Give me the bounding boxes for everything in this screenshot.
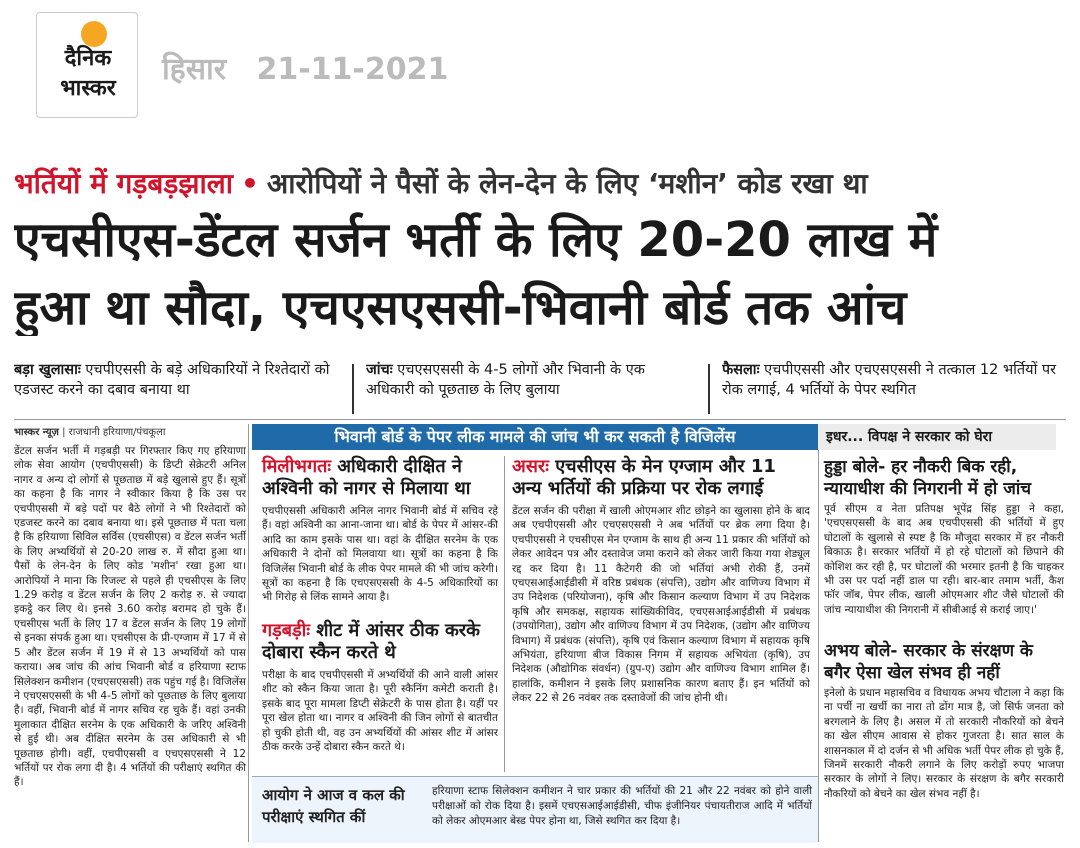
highlight-disclosure-label: बड़ा खुलासाः bbox=[14, 362, 81, 378]
strip-divider bbox=[352, 364, 354, 414]
byline-location: | राजधानी हरियाणा/पंचकूला bbox=[62, 427, 166, 438]
highlight-investigation-label: जांचः bbox=[366, 362, 393, 378]
kicker-label: भर्तियों में गड़बड़झाला bbox=[14, 167, 233, 200]
logo-text-line2: भास्कर bbox=[60, 76, 116, 101]
column-divider bbox=[248, 424, 249, 842]
edition-info bbox=[162, 52, 468, 88]
box-bottom-text: हरियाणा स्टाफ सिलेक्शन कमीशन ने चार प्रकार की भर्तियों की 21 और 22 नवंबर को होने वाली परीक्षाओं को रोक दिया है। इसमें एचएसआईआईडीसी, चीफ इंजीनियर पंचायतीराज आदि में भर्तियों को लेकर ओएमआर बेस्ड पेपर होना था, जिसे स्थगित कर दिया है। bbox=[432, 785, 812, 827]
main-headline-line2: हुआ था सौदा, एचएसएससी-भिवानी बोर्ड तक आंच bbox=[14, 280, 907, 336]
kicker-bullet: • bbox=[241, 167, 259, 200]
subhead-collusion bbox=[262, 456, 498, 500]
highlight-investigation-text: एचएसएससी के 4-5 लोगों और भिवानी के एक अधिकारी को पूछताछ के लिए बुलाया bbox=[366, 362, 645, 398]
subhead-collusion-text: अधिकारी दीक्षित ने अश्विनी को नागर से मिलाया था bbox=[262, 456, 471, 499]
side-section-tag: इधर... विपक्ष ने सरकार को घेरा bbox=[818, 424, 1056, 450]
byline-source: भास्कर न्यूज़ bbox=[14, 427, 59, 438]
headline-kicker bbox=[14, 166, 1074, 202]
highlight-disclosure-text: एचपीएससी के बड़े अधिकारियों ने रिश्तेदारों को एडजस्ट करने का दबाव बनाया था bbox=[14, 362, 330, 398]
strip-bottom-rule bbox=[14, 419, 1066, 420]
column-divider bbox=[818, 424, 819, 842]
kicker-text: आरोपियों ने पैसों के लेन-देन के लिए ‘मशीन’ कोड रखा था bbox=[266, 167, 868, 200]
highlight-investigation bbox=[366, 360, 696, 416]
article-body-collusion: एचपीएससी अधिकारी अनिल नागर भिवानी बोर्ड में सचिव रहे हैं। वहां अश्विनी का आना-जाना था। बोर्ड के पेपर में आंसर-की आदि का काम इसके पास था। वहां के दीक्षित सरनेम के एक अधिकारी ने दोनों को मिलवाया था। सूत्रों का कहना है कि विजिलेंस भिवानी बोर्ड के लीक पेपर मामले की भी जांच करेगी। सूत्रों का कहना है कि एचएसएससी के 4-5 अधिकारियों का भी गिरोह से लिंक सामने आया है। bbox=[262, 505, 498, 604]
edition-date: 21-11-2021 bbox=[256, 52, 449, 87]
subhead-abhay: अभय बोले- सरकार के संरक्षण के बगैर ऐसा खेल संभव ही नहीं bbox=[824, 641, 1033, 683]
subhead-impact-text: एचसीएस के मेन एग्जाम और 11 अन्य भर्तियों की प्रक्रिया पर रोक लगाई bbox=[512, 456, 776, 499]
sun-logo-icon bbox=[81, 21, 107, 47]
subhead-irregularity-text: शीट में आंसर ठीक करके दोबारा स्कैन करते थे bbox=[262, 620, 480, 663]
subhead-collusion-label: मिलीभगतः bbox=[262, 456, 331, 477]
box-bottom-title: आयोग ने आज व कल की परीक्षाएं स्थगित कीं bbox=[262, 786, 405, 826]
strip-divider bbox=[708, 364, 710, 414]
article-body-irregularity: परीक्षा के बाद एचपीएससी में अभ्यर्थियों की आने वाली आंसर शीट को स्कैन किया जाता है। पूरी स्कैनिंग कमेटी कराती है। इसके बाद पूरा मामला डिप्टी सेक्रेटरी के पास होता है। यहीं पर पूरा खेल होता था। नागर व अश्विनी की जिन लोगों से बातचीत हो चुकी होती थी, वह उन अभ्यर्थियों की आंसर शीट में आंसर ठीक करके उन्हें दोबारा स्कैन करते थे। bbox=[262, 669, 498, 754]
highlight-decision bbox=[722, 360, 1062, 416]
main-headline-line1: एचसीएस-डेंटल सर्जन भर्ती के लिए 20-20 लाख में bbox=[14, 212, 938, 268]
subhead-irregularity bbox=[262, 620, 498, 664]
article-body-hooda: पूर्व सीएम व नेता प्रतिपक्ष भूपेंद्र सिंह हुड्डा ने कहा, 'एचएसएससी के बाद अब एचपीएससी की भर्तियों में हुए घोटालों के खुलासे से स्पष्ट है कि मौजूदा सरकार में हर नौकरी बिकाऊ है। सरकार भर्तियों में हो रहे घोटालों को छिपाने की कोशिश कर रही है, पर घोटालों की भरमार इतनी है कि चाहकर भी उस पर पर्दा नहीं डाल पा रही। बार-बार तमाम भर्ती, कैश फॉर जॉब, पेपर लीक, खाली ओएमआर शीट जैसे घोटालों की जांच न्यायाधीश की निगरानी में सीबीआई से कराई जाए।' bbox=[824, 503, 1064, 616]
byline bbox=[14, 424, 244, 438]
column-divider bbox=[504, 456, 505, 772]
article-body-impact: डेंटल सर्जन की परीक्षा में खाली ओएमआर शीट छोड़ने का खुलासा होने के बाद अब एचपीएससी और एचएसएससी ने अब भर्तियों पर ब्रेक लगा दिया है। एचपीएससी ने एचसीएस मेन एग्जाम के साथ ही अन्य 11 प्रकार की भर्तियों को लेकर आवेदन पत्र और दस्तावेज जमा कराने को लेकर जारी किया गया शेड्यूल रद्द कर दिया है। 11 कैटेगरी की जो भर्तियां अभी रोकी हैं, उनमें एचएसआईआईडीसी में वरिष्ठ प्रबंधक (संपत्ति), उद्योग और वाणिज्य विभाग में उप निदेशक (परियोजना), कृषि और किसान कल्याण विभाग में उप निदेशक कृषि और समकक्ष, सहायक सांख्यिकीविद, एचएसआईआईडीसी में प्रबंधक (उपयोगिता), उद्योग और वाणिज्य विभाग में उप निदेशक, (उद्योग और वाणिज्य विभाग) में प्रबंधक (संपत्ति), कृषि एवं किसान कल्याण विभाग में सहायक कृषि अभियंता, हरियाणा बीज विकास निगम में सहायक अभियंता (कृषि), उप निदेशक (औद्योगिक संवर्धन) (ग्रुप-ए) उद्योग और वाणिज्य विभाग शामिल हैं। हालांकि, कमीशन ने इसके लिए प्रशासनिक कारण बताए हैं। इन भर्तियों को लेकर 22 से 26 नवंबर तक दस्तावेजों की जांच होनी थी। bbox=[512, 505, 810, 705]
subhead-irregularity-label: गड़बड़ीः bbox=[262, 620, 310, 641]
newspaper-logo bbox=[36, 12, 138, 118]
article-body-main: डेंटल सर्जन भर्ती में गड़बड़ी पर गिरफ्तार किए गए हरियाणा लोक सेवा आयोग (एचपीएससी) के डिप्टी सेक्रेटरी अनिल नागर व अन्य दो लोगों से पूछताछ में बड़े खुलासे हुए हैं। सूत्रों का कहना है कि नागर ने स्वीकार किया है कि उस पर एचपीएससी में बड़े पदों पर बैठे लोगों ने भी रिश्तेदारों को एडजस्ट करने का दबाव बनाया था। इसे पूछताछ में पता चला है कि हरियाणा सिविल सर्विस (एचसीएस) व डेंटल सर्जन भर्ती के लिए अभ्यर्थियों से 20-20 लाख रु. में सौदा हुआ था। पैसों के लेन-देन के लिए कोड 'मशीन' रखा हुआ था। आरोपियों ने माना कि रिजल्ट से पहले ही एचसीएस के लिए 1.29 करोड़ व डेंटल सर्जन के लिए 2 करोड़ रु. से ज्यादा इकट्ठे कर लिए थे। इनसे 3.60 करोड़ बरामद हो चुके हैं। एचसीएस भर्ती के लिए 17 व डेंटल सर्जन के लिए 19 लोगों से इनका संपर्क हुआ था। एचसीएस के प्री-एग्जाम में 17 में से 5 और डेंटल सर्जन में 19 में से 13 अभ्यर्थियों को पास कराया। अब जांच की आंच भिवानी बोर्ड व हरियाणा स्टाफ सिलेक्शन कमीशन (एचएसएससी) तक पहुंच गई है। विजिलेंस ने एचएसएससी के भी 4-5 लोगों को पूछताछ के लिए बुलाया है। वहीं, भिवानी बोर्ड में नागर सचिव रह चुके हैं। वहां उनकी मुलाकात दीक्षित सरनेम के एक अधिकारी के जरिए अश्विनी से हुई थी। अब दीक्षित सरनेम के उस अधिकारी से भी पूछताछ होगी। वहीं, एचपीएससी व एचएसएससी ने 12 भर्तियों पर रोक लगा दी है। 4 भर्तियों की परीक्षाएं स्थगित की हैं। bbox=[14, 445, 246, 789]
subhead-hooda: हुड्डा बोले- हर नौकरी बिक रही, न्यायाधीश की निगरानी में हो जांच bbox=[824, 457, 1032, 499]
highlight-decision-text: एचपीएससी और एचएसएससी ने तत्काल 12 भर्तियों पर रोक लगाई, 4 भर्तियों के पेपर स्थगित bbox=[722, 362, 1057, 398]
subhead-impact bbox=[512, 456, 810, 500]
logo-text-line1: दैनिक bbox=[64, 46, 112, 71]
box-banner: भिवानी बोर्ड के पेपर लीक मामले की जांच भी कर सकती है विजिलेंस bbox=[252, 424, 818, 450]
edition-city: हिसार bbox=[162, 52, 227, 87]
article-body-abhay: इनेलो के प्रधान महासचिव व विधायक अभय चौटाला ने कहा कि ना पर्ची ना खर्ची का नारा तो ढोंग मात्र है, जो सिर्फ जनता को बरगलाने के लिए है। असल में तो सरकारी नौकरियों को बेचने का खेल सीएम आवास से होकर गुजरता है। सात साल के शासनकाल में दो दर्जन से भी अधिक भर्ती पेपर लीक हो चुके हैं, जिनमें सरकारी नौकरी लगाने के लिए करोड़ों रुपए भाजपा सरकार के लोगों ने लिए। सरकार के संरक्षण के बगैर सरकारी नौकरियों को बेचने का खेल संभव नहीं है। bbox=[824, 687, 1064, 800]
highlight-decision-label: फैसलाः bbox=[722, 362, 760, 378]
highlight-disclosure bbox=[14, 360, 340, 416]
subhead-impact-label: असरः bbox=[512, 456, 549, 477]
